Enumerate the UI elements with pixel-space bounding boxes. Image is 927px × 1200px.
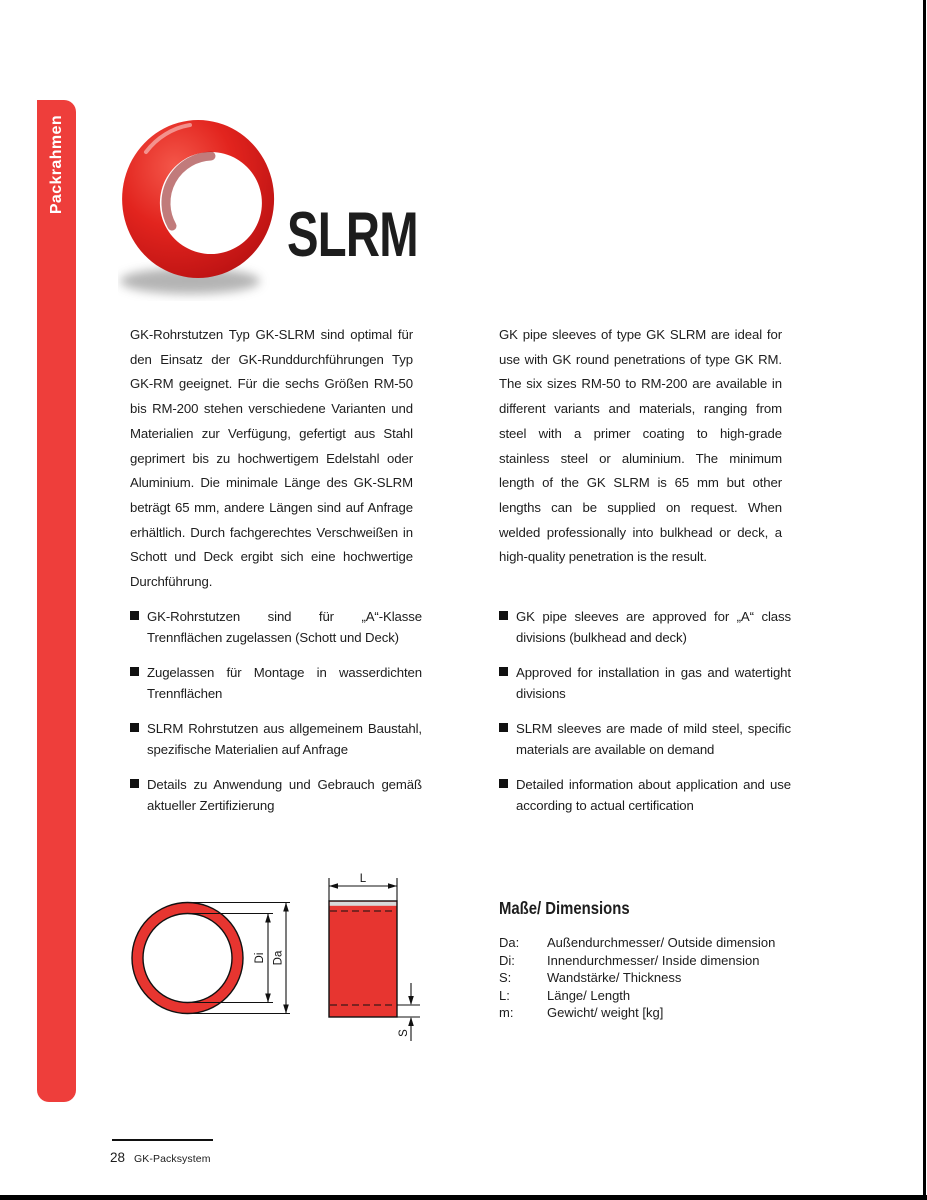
list-item [499,774,791,816]
legend-key: Da: [499,935,520,950]
dimension-label-l: L [359,873,367,885]
legend-row [499,987,829,1005]
drawing-side-view [329,901,397,1017]
list-item [130,606,422,648]
legend-key: L: [499,987,510,1003]
product-title: SLRM [287,200,418,270]
legend-value: Länge/ Length [547,987,631,1003]
legend-row [499,969,829,987]
list-item [130,718,422,760]
feature-text: Details zu Anwendung und Gebrauch gemäß aktueller Zertifizierung [147,777,422,813]
bullet-square-icon [130,723,139,732]
bullet-square-icon [499,723,508,732]
legend-key: Di: [499,952,515,968]
bullet-square-icon [130,779,139,788]
intro-paragraph-english: GK pipe sleeves of type GK SLRM are ideal for use with GK round penetrations of type GK RM. The six sizes RM-50 to RM-200 are available in different variants and materials, ranging from steel with a primer coating to high-grade stainless steel or aluminium. The minimum length of the GK SLRM is 65 mm but other lengths can be supplied on request. When welded professionally into bulkhead or deck, a high-quality penetration is the result. [499,327,782,565]
feature-text: SLRM Rohrstutzen aus allgemeinem Baustahl, spezifische Materialien auf Anfrage [147,721,422,757]
list-item [499,662,791,704]
legend-row [499,1004,829,1022]
feature-text: GK-Rohrstutzen sind für „A“-Klasse Trennflächen zugelassen (Schott und Deck) [147,609,422,645]
bullet-square-icon [499,667,508,676]
bullet-square-icon [130,667,139,676]
legend-key: m: [499,1005,514,1020]
legend-value: Außendurchmesser/ Outside dimension [547,935,776,950]
list-item [130,774,422,816]
dimension-label-di: Di [254,952,266,964]
ring-body [122,120,274,278]
sidebar-tab-label: Packrahmen [47,115,65,215]
legend-row [499,952,829,970]
legend-value: Gewicht/ weight [kg] [547,1005,664,1020]
list-item [499,606,791,648]
product-photo-ring-image [118,116,293,301]
footer-brand: GK-Packsystem [134,1153,211,1165]
drawing-inner-circle [143,914,232,1003]
legend-heading: Maße/ Dimensions [499,898,630,918]
bullet-square-icon [499,611,508,620]
dimensions-legend [499,898,829,1022]
legend-row [499,934,829,952]
page-number: 28 [110,1150,126,1165]
footer-rule [112,1139,213,1141]
dimension-label-da: Da [272,950,285,966]
page-edge-bottom [0,1195,927,1200]
list-item [130,662,422,704]
technical-drawing [110,863,445,1068]
feature-text: Detailed information about application and use according to actual certification [516,777,791,813]
legend-value: Wandstärke/ Thickness [547,970,682,985]
intro-paragraph-german: GK-Rohrstutzen Typ GK-SLRM sind optimal für den Einsatz der GK-Runddurchführungen Typ GK-RM geeignet. Für die sechs Größen RM-50 bis RM-200 stehen verschiedene Varianten und Materialien zur Verfügung, gefertigt aus Stahl geprimert bis zu hochwertigem Edelstahl oder Aluminium. Die minimale Länge des GK-SLRM beträgt 65 mm, andere Längen sind auf Anfrage erhältlich. Durch fachgerechtes Verschweißen in Schott und Deck ergibt sich eine hochwertige Durchführung. [130,327,413,590]
legend-key: S: [499,970,512,985]
feature-text: GK pipe sleeves are approved for „A“ class divisions (bulkhead and deck) [516,609,791,645]
dimension-label-s: S [398,1029,410,1037]
page-edge-right [923,0,926,1200]
feature-text: Zugelassen für Montage in wasserdichten Trennflächen [147,665,422,701]
list-item [499,718,791,760]
bullet-square-icon [130,611,139,620]
legend-value: Innendurchmesser/ Inside dimension [547,952,760,968]
sidebar-tab-packrahmen [37,100,76,1102]
feature-list-english [499,606,791,830]
feature-text: SLRM sleeves are made of mild steel, specific materials are available on demand [516,721,791,757]
feature-text: Approved for installation in gas and watertight divisions [516,665,791,701]
bullet-square-icon [499,779,508,788]
feature-list-german [130,606,422,830]
